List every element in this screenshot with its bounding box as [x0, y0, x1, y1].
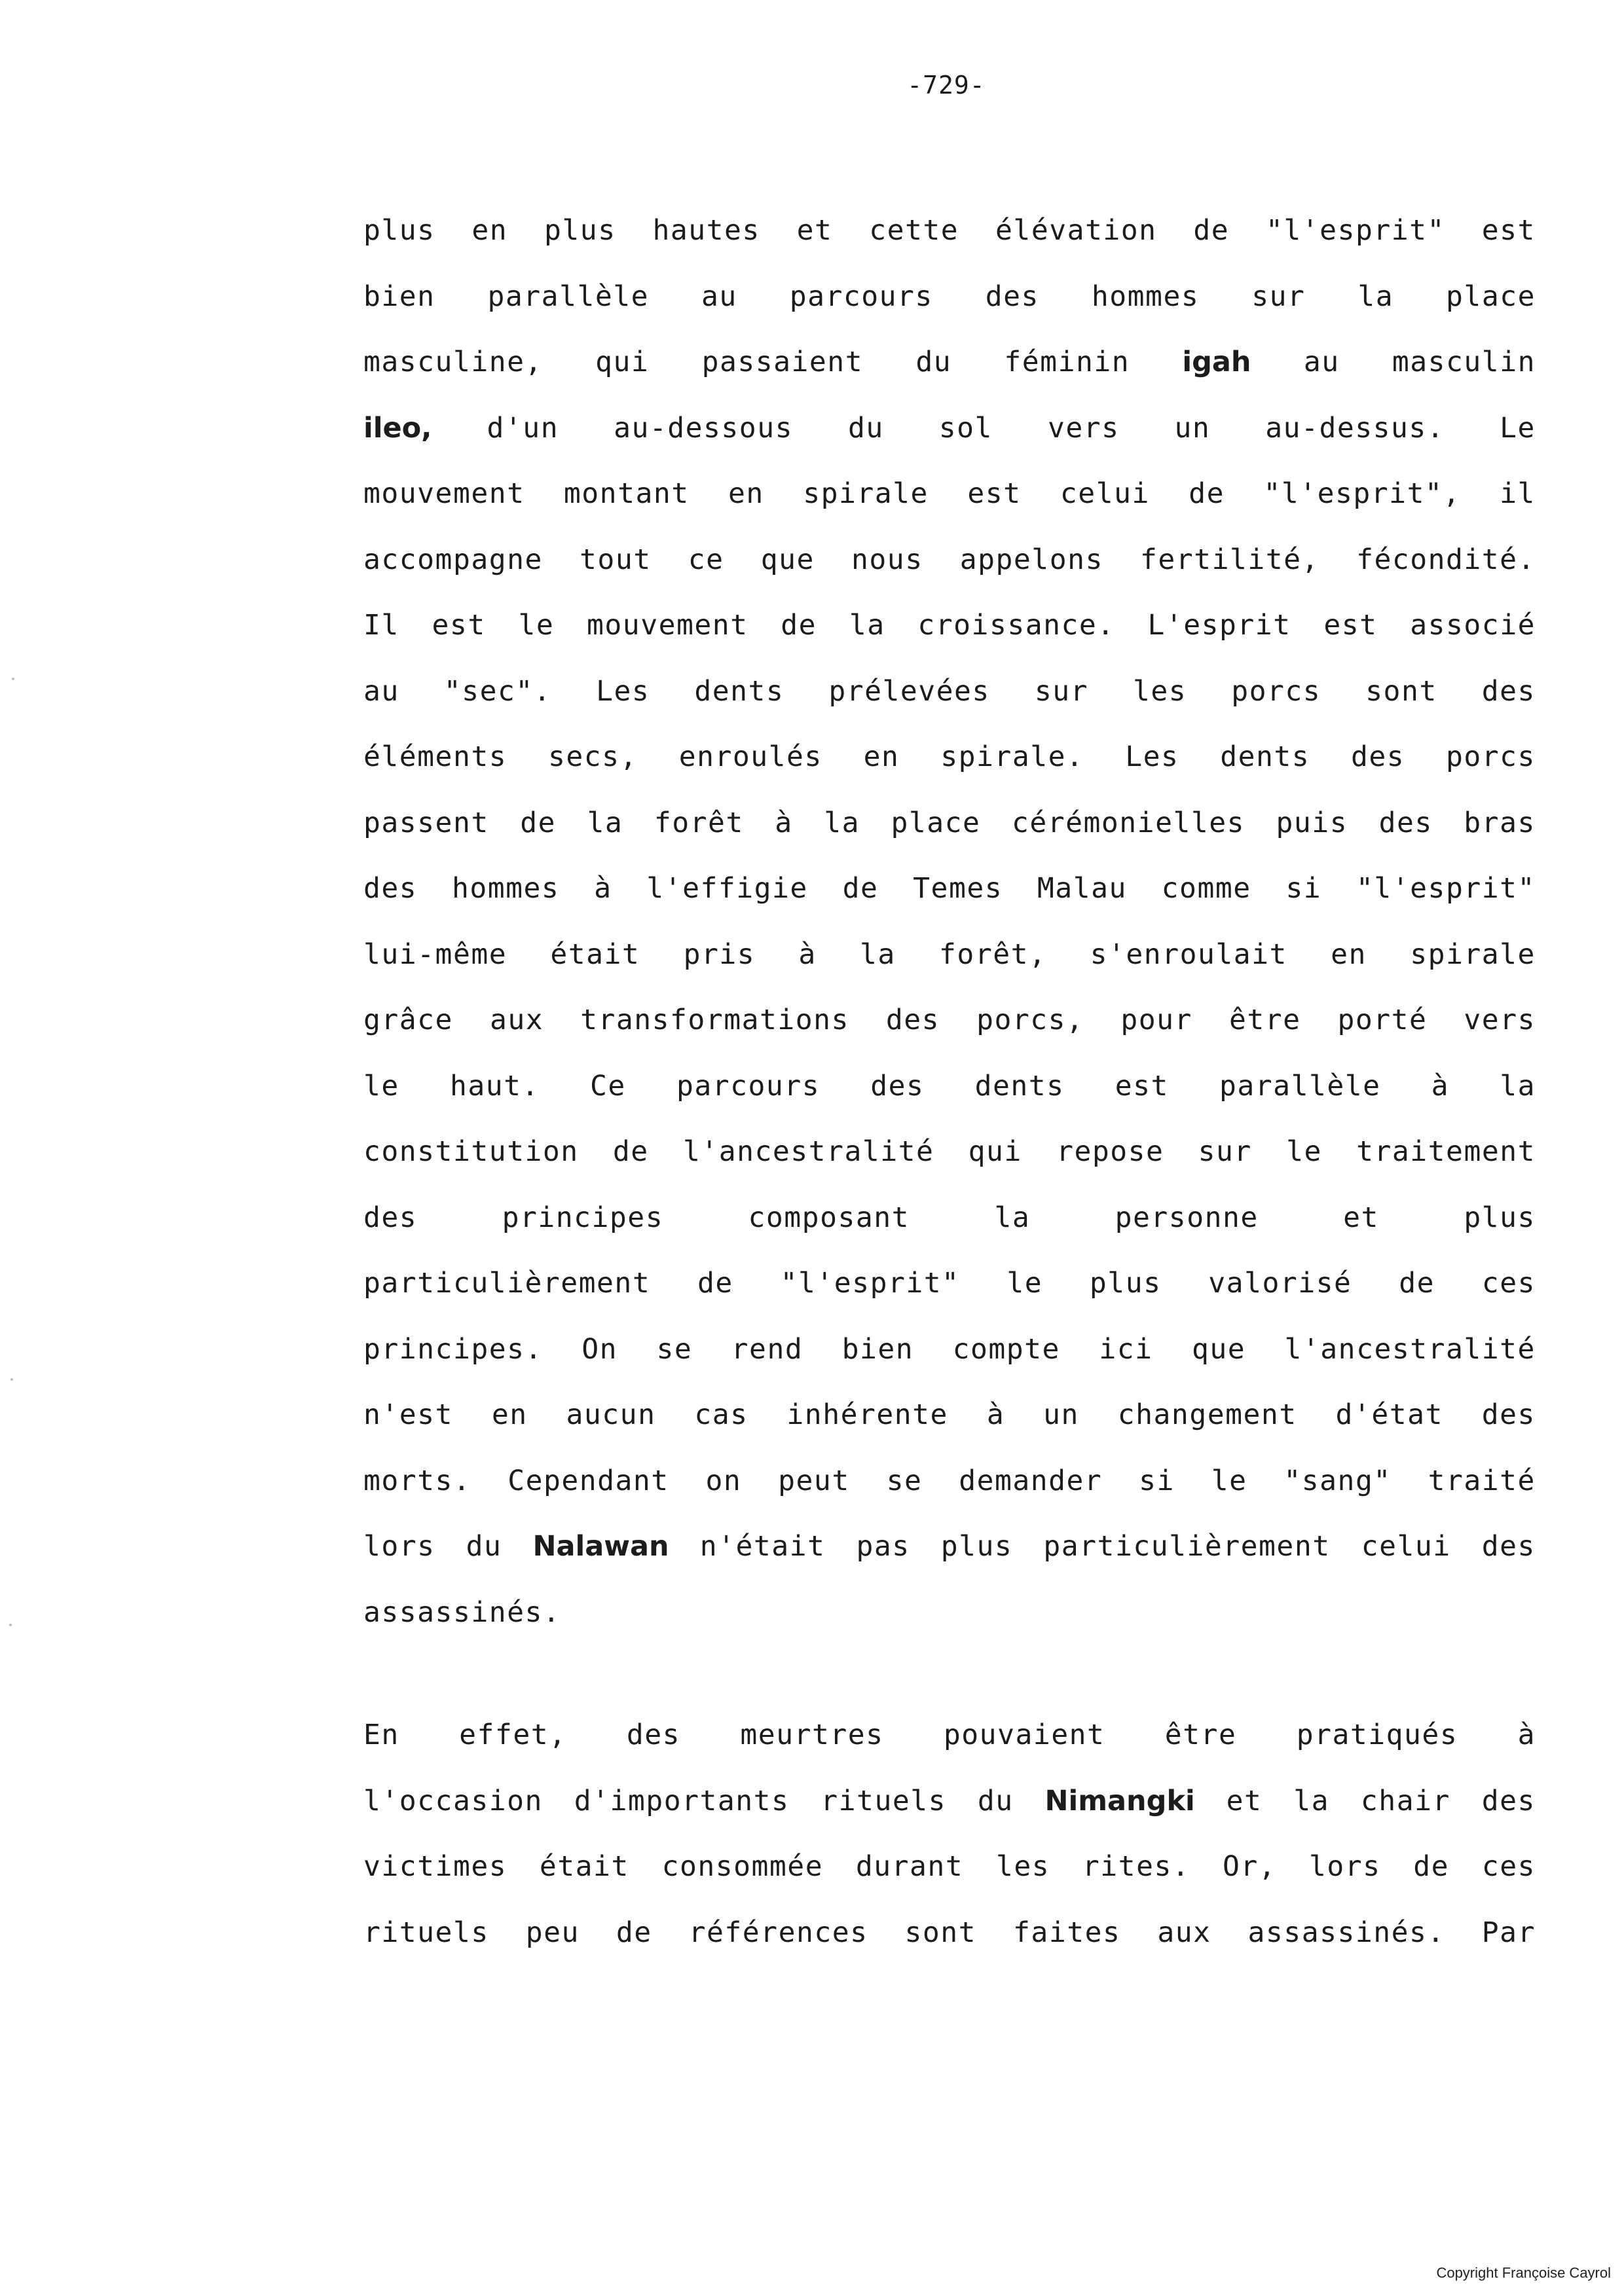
word: plus	[1089, 1267, 1162, 1300]
word: féminin	[1004, 346, 1130, 378]
word: fertilité,	[1140, 543, 1320, 576]
word: sur	[1034, 674, 1088, 708]
word: principes	[502, 1201, 664, 1234]
word: pas	[856, 1530, 910, 1563]
word: On	[581, 1332, 618, 1366]
text-line	[363, 264, 1536, 330]
scan-speck	[10, 1378, 13, 1381]
word: aux	[1157, 1916, 1211, 1949]
word: plus	[940, 1530, 1013, 1563]
word: au-dessous	[614, 411, 793, 445]
word: haut.	[449, 1069, 540, 1102]
text-line	[363, 198, 1536, 264]
word: on	[705, 1464, 742, 1497]
text-line	[363, 1448, 1536, 1514]
word: rend	[731, 1332, 803, 1366]
word: plus	[544, 214, 616, 247]
paragraph-1	[363, 198, 1536, 1645]
word: si	[1285, 872, 1322, 905]
word: l'ancestralité	[1284, 1332, 1536, 1366]
word: des	[363, 1201, 418, 1234]
emphasized-term: Nalawan	[532, 1530, 669, 1563]
word: pratiqués	[1296, 1719, 1458, 1751]
word: des	[985, 280, 1039, 313]
word: dents	[974, 1069, 1065, 1102]
word: s'enroulait	[1090, 938, 1287, 971]
word: grâce	[363, 1004, 453, 1036]
text-line	[363, 724, 1536, 790]
word: morts.	[363, 1464, 471, 1497]
word: la	[849, 609, 885, 642]
word: si	[1139, 1464, 1175, 1497]
word: effet,	[459, 1719, 567, 1751]
word: ici	[1099, 1332, 1153, 1366]
word: la	[824, 806, 860, 839]
word: qui	[595, 346, 650, 378]
word: éléments	[363, 740, 507, 773]
word: changement	[1117, 1398, 1297, 1431]
text-line	[363, 1514, 1536, 1580]
word: forêt,	[939, 938, 1047, 971]
word: cas	[694, 1398, 748, 1431]
word: vers	[1047, 411, 1120, 445]
word: et	[1343, 1201, 1379, 1234]
word: composant	[748, 1201, 910, 1234]
word: que	[1191, 1332, 1246, 1366]
word: de	[1189, 477, 1225, 510]
word: élévation	[995, 214, 1157, 247]
word: dents	[694, 674, 784, 708]
word: faites	[1013, 1916, 1121, 1949]
word: puis	[1276, 806, 1348, 839]
word: rites.	[1082, 1850, 1190, 1883]
word: lors	[363, 1530, 435, 1563]
word: sol	[938, 411, 993, 445]
word: en	[471, 214, 508, 247]
word: se	[656, 1332, 693, 1366]
text-line	[363, 592, 1536, 659]
word: spirale.	[940, 740, 1084, 773]
word: accompagne	[363, 543, 543, 576]
word: tout	[580, 543, 652, 576]
word: associé	[1410, 609, 1536, 642]
word: d'état	[1335, 1398, 1443, 1431]
word: des	[626, 1719, 681, 1751]
word: assassinés.	[1247, 1916, 1445, 1949]
word: enroulés	[678, 740, 822, 773]
word: et	[796, 214, 833, 247]
word: compte	[952, 1332, 1060, 1366]
word: hautes	[652, 214, 760, 247]
text-line	[363, 1900, 1536, 1966]
word: des	[1481, 1784, 1536, 1817]
text-line	[363, 1702, 1536, 1768]
word: Ce	[590, 1069, 626, 1102]
word: à	[986, 1398, 1005, 1431]
word: parcours	[789, 280, 933, 313]
word: Les	[1125, 740, 1179, 773]
word: croissance.	[917, 609, 1115, 642]
word: repose	[1056, 1135, 1164, 1168]
word: plus	[1464, 1201, 1536, 1234]
word: chair	[1360, 1784, 1450, 1817]
word: En	[363, 1719, 399, 1751]
word: est	[967, 477, 1022, 510]
text-line	[363, 1119, 1536, 1185]
word: à	[594, 872, 612, 905]
word: de	[697, 1267, 733, 1300]
word: en	[491, 1398, 528, 1431]
word: bien	[363, 280, 435, 313]
word: en	[728, 477, 764, 510]
word: inhérente	[786, 1398, 948, 1431]
word: à	[1431, 1069, 1450, 1102]
word: victimes	[363, 1850, 507, 1883]
word: du	[977, 1784, 1014, 1817]
word: "l'esprit",	[1263, 477, 1461, 510]
word: place	[891, 806, 981, 839]
text-line	[363, 1768, 1536, 1834]
word: personne	[1115, 1201, 1259, 1234]
word: ces	[1481, 1267, 1536, 1300]
word: porcs	[1231, 674, 1321, 708]
word: le	[1006, 1267, 1043, 1300]
word: un	[1174, 411, 1211, 445]
word: la	[1500, 1069, 1536, 1102]
word: parallèle	[487, 280, 650, 313]
page-number: -729-	[907, 71, 986, 100]
word: aucun	[566, 1398, 656, 1431]
word: au	[1303, 346, 1340, 378]
word: parcours	[676, 1069, 821, 1102]
word: d'un	[487, 411, 559, 445]
word: "l'esprit"	[780, 1267, 960, 1300]
word: Par	[1481, 1916, 1536, 1949]
word: valorisé	[1208, 1267, 1352, 1300]
emphasized-term: Nimangki	[1044, 1784, 1195, 1817]
scan-speck	[9, 1624, 12, 1626]
text-line	[363, 1250, 1536, 1317]
word: sur	[1198, 1135, 1252, 1168]
word: références	[688, 1916, 868, 1949]
word: nous	[851, 543, 923, 576]
word: en	[863, 740, 900, 773]
word: hommes	[451, 872, 560, 905]
word: celui	[1361, 1530, 1451, 1563]
word: être	[1228, 1004, 1301, 1036]
word: était	[550, 938, 640, 971]
word: traité	[1428, 1464, 1536, 1497]
word: de	[842, 872, 879, 905]
word: du	[847, 411, 884, 445]
word: et	[1226, 1784, 1263, 1817]
word: le	[518, 609, 555, 642]
word: "sec".	[443, 674, 552, 708]
paragraph-2	[363, 1702, 1536, 1965]
text-line	[363, 1185, 1536, 1251]
text-line	[363, 527, 1536, 593]
word: mouvement	[587, 609, 748, 642]
word: l'occasion	[363, 1784, 543, 1817]
word: le	[1211, 1464, 1247, 1497]
word: sur	[1251, 280, 1306, 313]
word: Cependant	[507, 1464, 669, 1497]
word: montant	[563, 477, 690, 510]
word: L'esprit	[1147, 609, 1291, 642]
word: "l'esprit"	[1266, 214, 1445, 247]
word: des	[1481, 674, 1536, 708]
word: être	[1164, 1719, 1237, 1751]
word: les	[1133, 674, 1187, 708]
word: consommée	[661, 1850, 824, 1883]
word: porcs,	[976, 1004, 1084, 1036]
word: rituels	[363, 1916, 489, 1949]
word: particulièrement	[1043, 1530, 1331, 1563]
word: la	[1293, 1784, 1330, 1817]
word: passent	[363, 806, 489, 839]
word: pour	[1120, 1004, 1192, 1036]
text-line	[363, 856, 1536, 922]
word: de	[781, 609, 817, 642]
word: du	[915, 346, 952, 378]
word: du	[466, 1530, 502, 1563]
word: Or,	[1223, 1850, 1277, 1883]
word: à	[775, 806, 793, 839]
word: Il	[363, 609, 399, 642]
word: lui-même	[363, 938, 507, 971]
text-line	[363, 1053, 1536, 1120]
word: à	[1517, 1719, 1536, 1751]
text-line	[363, 922, 1536, 988]
word: porté	[1337, 1004, 1428, 1036]
word: secs,	[547, 740, 638, 773]
word: n'est	[363, 1398, 453, 1431]
word: meurtres	[740, 1719, 884, 1751]
word: l'effigie	[646, 872, 808, 905]
word: il	[1500, 477, 1536, 510]
word: est	[1481, 214, 1536, 247]
word: un	[1043, 1398, 1079, 1431]
word: sont	[1365, 674, 1437, 708]
word: des	[1378, 806, 1433, 839]
text-line	[363, 1834, 1536, 1900]
word: plus	[363, 214, 435, 247]
word: se	[886, 1464, 923, 1497]
word: la	[587, 806, 623, 839]
word: passaient	[701, 346, 864, 378]
word: des	[363, 872, 418, 905]
word: n'était	[699, 1530, 826, 1563]
text-line	[363, 1317, 1536, 1383]
word: de	[612, 1135, 649, 1168]
word: vers	[1464, 1004, 1536, 1036]
word: le	[1286, 1135, 1322, 1168]
word: de	[616, 1916, 652, 1949]
word: bien	[841, 1332, 914, 1366]
word: particulièrement	[363, 1267, 651, 1300]
word: masculine,	[363, 346, 543, 378]
word: forêt	[654, 806, 744, 839]
word: bras	[1464, 806, 1536, 839]
word: rituels	[821, 1784, 946, 1817]
word: la	[1357, 280, 1394, 313]
word: des	[1481, 1398, 1536, 1431]
emphasized-term: ileo,	[363, 411, 432, 445]
word: ces	[1481, 1850, 1536, 1883]
text-line	[363, 461, 1536, 527]
word: était	[539, 1850, 629, 1883]
word: de	[1399, 1267, 1435, 1300]
text-line	[363, 1580, 1536, 1646]
word: au	[701, 280, 737, 313]
word: masculin	[1392, 346, 1536, 378]
word: que	[760, 543, 815, 576]
word: parallèle	[1219, 1069, 1381, 1102]
word: la	[994, 1201, 1031, 1234]
word: en	[1331, 938, 1367, 971]
word: des	[1350, 740, 1405, 773]
word: peut	[778, 1464, 850, 1497]
word: de	[520, 806, 557, 839]
word: est	[1115, 1069, 1169, 1102]
word: est	[1323, 609, 1378, 642]
word: principes.	[363, 1332, 543, 1366]
word: spirale	[803, 477, 929, 510]
word: constitution	[363, 1135, 579, 1168]
word: hommes	[1091, 280, 1200, 313]
word: demander	[959, 1464, 1103, 1497]
word: l'ancestralité	[682, 1135, 934, 1168]
word: le	[363, 1069, 399, 1102]
word: porcs	[1445, 740, 1536, 773]
emphasized-term: igah	[1182, 346, 1251, 378]
text-line	[363, 395, 1536, 462]
word: à	[798, 938, 817, 971]
word: pris	[683, 938, 756, 971]
text-line	[363, 790, 1536, 856]
word: celui	[1060, 477, 1150, 510]
text-line	[363, 1382, 1536, 1448]
word: traitement	[1356, 1135, 1536, 1168]
word: au	[363, 674, 399, 708]
word: appelons	[959, 543, 1103, 576]
word: Les	[596, 674, 650, 708]
word: comme	[1161, 872, 1251, 905]
word: ce	[688, 543, 724, 576]
word: la	[860, 938, 896, 971]
word: sont	[904, 1916, 977, 1949]
word: mouvement	[363, 477, 525, 510]
word: de	[1193, 214, 1230, 247]
word: qui	[968, 1135, 1022, 1168]
word: pouvaient	[943, 1719, 1105, 1751]
word: durant	[855, 1850, 964, 1883]
word: de	[1413, 1850, 1450, 1883]
word: Temes	[913, 872, 1003, 905]
word: "l'esprit"	[1356, 872, 1536, 905]
word: prélevées	[828, 674, 990, 708]
word: peu	[525, 1916, 580, 1949]
text-line	[363, 329, 1536, 395]
text-line	[363, 987, 1536, 1053]
word: des	[1481, 1530, 1536, 1563]
word: "sang"	[1283, 1464, 1392, 1497]
word: Malau	[1037, 872, 1127, 905]
text-line	[363, 659, 1536, 725]
word: place	[1446, 280, 1536, 313]
word: d'importants	[574, 1784, 790, 1817]
scan-speck	[12, 678, 14, 680]
word: cérémonielles	[1011, 806, 1246, 839]
copyright-notice: Copyright Françoise Cayrol	[1436, 2265, 1611, 2281]
word: dents	[1220, 740, 1310, 773]
word: les	[995, 1850, 1050, 1883]
word: Le	[1500, 411, 1536, 445]
word: cette	[869, 214, 959, 247]
word: fécondité.	[1356, 543, 1536, 576]
word: des	[870, 1069, 925, 1102]
word: est	[432, 609, 486, 642]
word: au-dessus.	[1265, 411, 1445, 445]
word: transformations	[580, 1004, 849, 1036]
word: assassinés.	[363, 1595, 561, 1629]
word: spirale	[1410, 938, 1536, 971]
word: lors	[1308, 1850, 1381, 1883]
word: aux	[489, 1004, 544, 1036]
word: des	[885, 1004, 940, 1036]
